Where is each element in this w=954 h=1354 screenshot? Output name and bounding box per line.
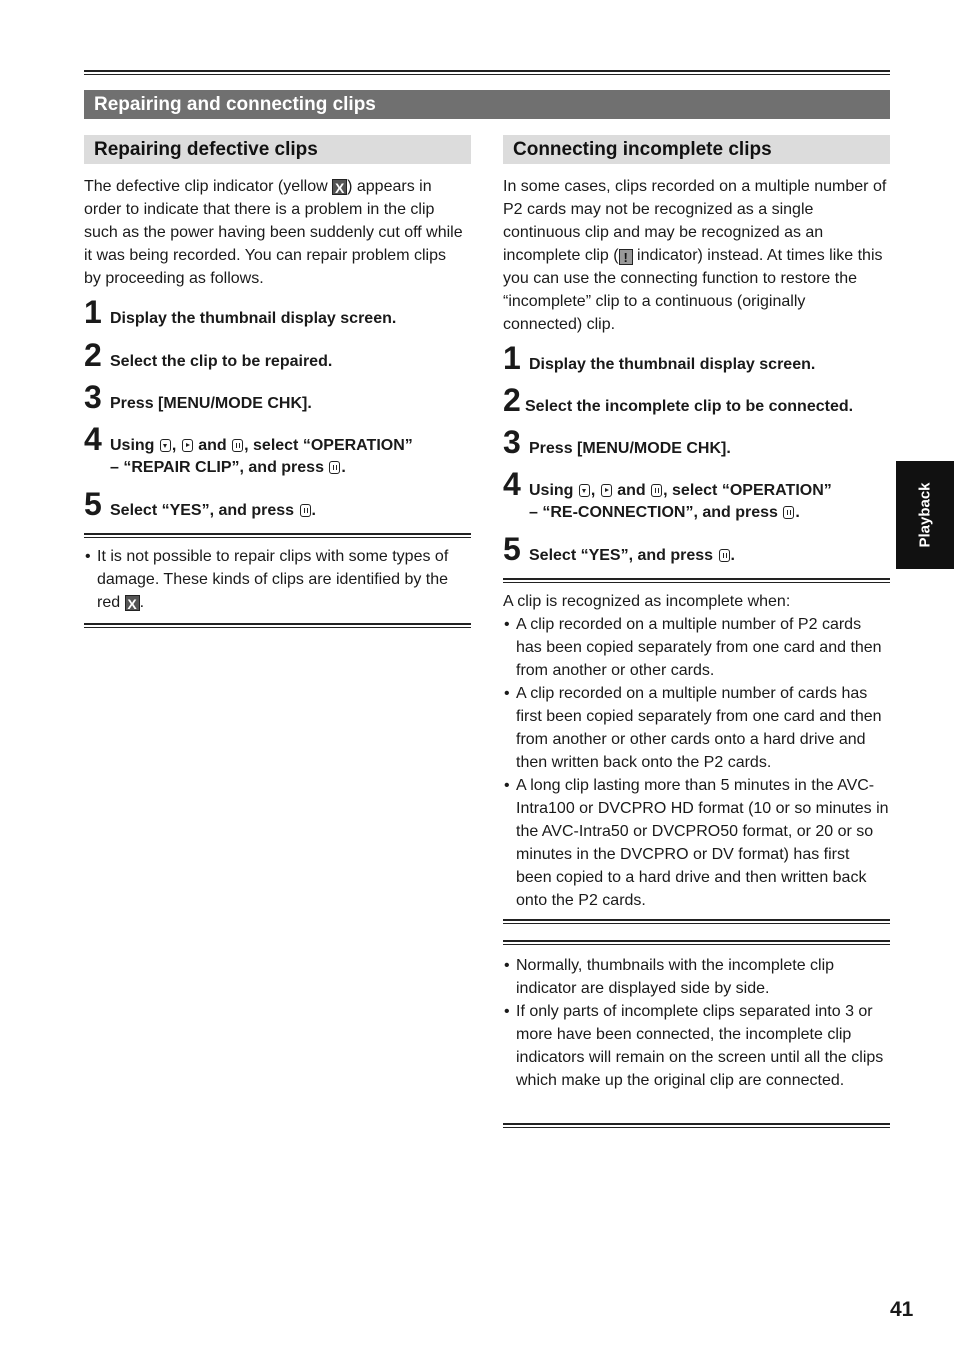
left-note-bottom-rule	[84, 623, 471, 628]
box1-lead: A clip is recognized as incomplete when:	[503, 593, 791, 610]
right-box2	[503, 954, 889, 1092]
right-box2-top-rule	[503, 940, 890, 945]
right-box1	[503, 590, 889, 912]
set-button-icon	[783, 506, 794, 519]
defective-clip-red-icon: X	[125, 595, 140, 611]
list-item: • A long clip lasting more than 5 minutes in the AVC-Intra100 or DVCPRO HD format (10 or so minutes in the AVC-Intra50 or DVCPRO50 format, or 20 or so minutes in the DVCPRO or DV format) has first been copied to a hard drive and then written back onto the P2 cards.	[503, 774, 889, 912]
set-button-icon	[232, 439, 243, 452]
set-button-icon	[329, 461, 340, 474]
right-heading: Connecting incomplete clips	[503, 135, 890, 164]
list-item: • A clip recorded on a multiple number of cards has first been copied separately from one card and then from another or other cards onto a hard drive and then written back onto the P2 cards.	[503, 682, 889, 774]
right-box2-bottom-rule	[503, 1123, 890, 1128]
top-rule	[84, 70, 890, 75]
set-button-icon	[300, 504, 311, 517]
list-item: • Normally, thumbnails with the incomplete clip indicator are displayed side by side.	[503, 954, 889, 1000]
list-item: • It is not possible to repair clips with some types of damage. These kinds of clips are identified by the red X .	[84, 545, 466, 614]
playback-tab	[896, 461, 954, 569]
down-button-icon	[160, 439, 171, 452]
defective-clip-yellow-icon: X	[332, 179, 347, 195]
right-button-icon	[182, 439, 193, 452]
right-box1-bottom-rule	[503, 919, 890, 924]
section-title: Repairing and connecting clips	[84, 90, 890, 119]
right-intro: In some cases, clips recorded on a multiple number of P2 cards may not be recognized as a single continuous clip and may be recognized as an incomplete clip ( ! indicator) instead. At times like this you can use the connecting function to restore the “incomplete” clip to a continuous (originally connected) clip.	[503, 178, 887, 333]
left-note	[84, 545, 466, 614]
set-button-icon	[651, 484, 662, 497]
set-button-icon	[719, 549, 730, 562]
page-number: 41	[890, 1298, 914, 1321]
incomplete-clip-icon: !	[619, 249, 633, 265]
right-button-icon	[601, 484, 612, 497]
list-item: • A clip recorded on a multiple number of P2 cards has been copied separately from one card and then from another or other cards.	[503, 613, 889, 682]
list-item: • If only parts of incomplete clips separated into 3 or more have been connected, the incomplete clip indicators will remain on the screen until all the clips which make up the original clip are connected.	[503, 1000, 889, 1092]
left-intro: The defective clip indicator (yellow X ) appears in order to indicate that there is a problem in the clip such as the power having been suddenly cut off while it was being recorded. You can repair problem clips by proceeding as follows.	[84, 178, 463, 287]
left-note-top-rule	[84, 533, 471, 538]
left-heading: Repairing defective clips	[84, 135, 471, 164]
right-box1-top-rule	[503, 578, 890, 583]
down-button-icon	[579, 484, 590, 497]
playback-tab-label: Playback	[916, 482, 934, 548]
